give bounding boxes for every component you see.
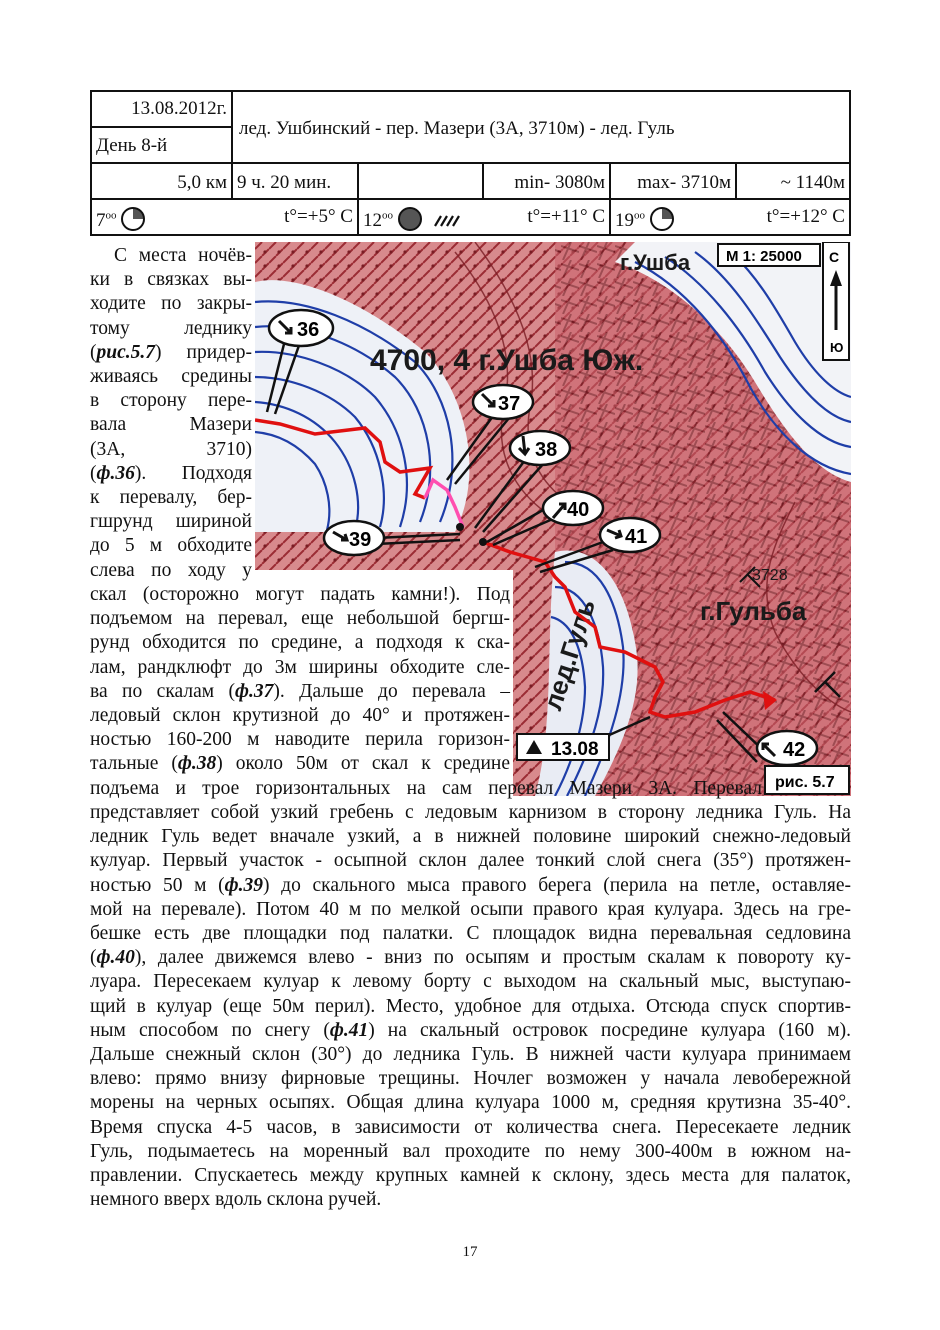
- text-line: Дальше снежный склон (30°) до ледника Гуль. В нижней части кулуара принимаем: [90, 1044, 851, 1066]
- text-line: подъемом на перевал, еще небольшой бергш-: [90, 608, 510, 630]
- text-column-medium: [90, 583, 510, 777]
- cloud-overcast-icon: [398, 207, 422, 231]
- header-day: День 8-й: [96, 135, 168, 156]
- text-line: (ф.36). Подходя: [90, 462, 252, 484]
- photo-reference: ф.37: [235, 680, 274, 702]
- text-line: лам, рандклюфт до 3м ширины обходите сле-: [90, 656, 510, 678]
- weather-temp: t°=+11° C: [527, 206, 605, 227]
- text-line: ностью 50 м (ф.39) до скального мыса правого берега (перила на петле, оставляе-: [90, 874, 851, 896]
- photo-point-42: [757, 731, 817, 765]
- text-line: морены на черных осыпях. Общая длина кулуара 1000 м, средняя крутизна 35-40°.: [90, 1092, 851, 1114]
- text-line: (ф.40), далее движемся влево - вниз по осыпям и простым скалам к повороту ку-: [90, 947, 851, 969]
- text-line: ки в связках вы-: [90, 269, 252, 291]
- text-line: тальные (ф.38) около 50м от скал к средине: [90, 753, 511, 775]
- cloud-partial-icon: [121, 207, 145, 231]
- text-line: ва по скалам (ф.37). Дальше до перевала –: [90, 680, 511, 702]
- text-line: к перевалу, бер-: [90, 487, 252, 509]
- photo-point-36: [269, 310, 333, 346]
- text-line: бешке есть две площадки под палатки. С площадок видна перевальная седловина: [90, 923, 851, 945]
- svg-text:41: 41: [625, 526, 648, 548]
- svg-text:38: 38: [535, 439, 558, 461]
- text-line: тому леднику: [90, 317, 252, 339]
- svg-text:42: 42: [783, 739, 806, 761]
- header-time: 9 ч. 20 мин.: [237, 172, 332, 193]
- date-marker: [517, 734, 609, 760]
- weather-temp: t°=+5° C: [284, 206, 353, 227]
- svg-text:39: 39: [349, 529, 372, 551]
- photo-reference: ф.40: [96, 947, 135, 969]
- route-header-table: [90, 90, 851, 236]
- cloud-partial-icon: [650, 207, 674, 231]
- svg-text:рис. 5.7: рис. 5.7: [775, 774, 835, 791]
- label-gulba: г.Гульба: [700, 596, 807, 626]
- weather-hour: 19: [615, 210, 634, 231]
- map-scale: [718, 244, 820, 266]
- svg-text:36: 36: [297, 319, 320, 341]
- text-line: мой на перевале). Потом 40 м по мелкой осыпи правого края кулуара. Здесь на гре-: [90, 898, 851, 920]
- header-date: 13.08.2012г.: [131, 98, 227, 119]
- text-line: Гуль, подымаетесь на моренный вал проходите по нему 300-400м в южном на-: [90, 1140, 851, 1162]
- text-column-wide: [90, 801, 851, 1212]
- weather-hour: 12: [363, 210, 382, 231]
- wind-icon: [433, 214, 463, 228]
- weather-evening: $19^{оо}$ t°=+12° C: [615, 206, 845, 231]
- text-line: ностью 160-200 м наводите перила горизон-: [90, 729, 510, 751]
- svg-text:37: 37: [498, 393, 521, 415]
- text-line: влево: прямо внизу фирновые трещины. Ночлег возможен у начала левобережной: [90, 1068, 851, 1090]
- weather-morning: $7^{оо}$ t°=+5° C: [96, 206, 353, 231]
- weather-temp: t°=+12° C: [766, 206, 845, 227]
- figure-caption: [765, 766, 849, 794]
- label-glacier-gul: лед.Гуль: [537, 595, 602, 714]
- header-distance: 5,0 км: [177, 172, 227, 193]
- text-line: щий в кулуар (еще 50м перил). Место, удобное для отдыха. Отсюда спуск спортив-: [90, 995, 851, 1017]
- text-line: ходите по закры-: [90, 293, 252, 315]
- header-climb: ~ 1140м: [780, 172, 845, 193]
- text-line: вала Мазери: [90, 414, 252, 436]
- svg-text:М 1: 25000: М 1: 25000: [726, 248, 802, 265]
- photo-point-37: [473, 385, 533, 419]
- svg-text:13.08: 13.08: [551, 739, 599, 760]
- header-min-altitude: min- 3080м: [514, 172, 605, 193]
- photo-reference: ф.36: [96, 462, 135, 484]
- photo-reference: ф.41: [329, 1019, 369, 1041]
- text-line: гшрунд шириной: [90, 511, 252, 533]
- label-ushba: г.Ушба: [620, 250, 691, 275]
- text-line: ледовый склон крутизной до 40° и протяжен-: [90, 705, 510, 727]
- photo-point-38: [510, 431, 570, 465]
- text-line: ледник Гуль ведет вначале узкий, а в нижней половине широкий снежно-ледовый: [90, 826, 851, 848]
- label-peak: 4700, 4 г.Ушба Юж.: [370, 344, 644, 377]
- photo-reference: ф.39: [224, 874, 264, 896]
- north-arrow: [823, 242, 849, 360]
- text-line: правлении. Спускаетесь между крупных камней к склону, здесь места для палаток,: [90, 1165, 851, 1187]
- text-line: ным способом по снегу (ф.41) на скальный островок посредине кулуара (160 м).: [90, 1019, 851, 1041]
- text-line: представляет собой узкий гребень с ледовым карнизом в сторону ледника Гуль. На: [90, 802, 851, 823]
- weather-hour: 7: [96, 210, 106, 231]
- text-line: до 5 м обходите: [90, 535, 252, 557]
- figure-reference: рис.5.7: [96, 341, 155, 363]
- text-line: подъема и трое горизонтальных на сам перевал Мазери 3А. Перевал: [90, 778, 762, 799]
- text-line: Время спуска 4-5 часов, в зависимости от количества снега. Пересекаете ледник: [90, 1116, 851, 1138]
- header-max-altitude: max- 3710м: [637, 172, 731, 193]
- page-number: 17: [462, 1244, 478, 1260]
- text-line: луара. Пересекаем кулуар к левому борту с выходом на скальный мыс, выступаю-: [90, 971, 851, 993]
- header-route: лед. Ушбинский - пер. Мазери (3А, 3710м) - лед. Гуль: [239, 118, 675, 139]
- photo-point-41: [600, 518, 660, 552]
- text-line: скал (осторожно могут падать камни!). Под: [90, 584, 510, 605]
- text-line: в сторону пере-: [90, 390, 252, 412]
- text-line: (3А, 3710): [90, 438, 252, 460]
- photo-point-39: [324, 521, 384, 555]
- photo-point-40: [543, 491, 603, 525]
- weather-noon: $12^{оо}$ t°=+11° C: [363, 206, 605, 231]
- photo-reference: ф.38: [177, 753, 217, 775]
- text-column-narrow: [90, 244, 252, 583]
- text-line: живаясь средины: [90, 366, 252, 388]
- text-line: кулуар. Первый участок - осыпной склон далее тонкий слой снега (35°) протяжен-: [90, 850, 851, 872]
- text-line: (рис.5.7) придер-: [90, 341, 252, 363]
- text-line: рунд обходится по средине, а подходя к ска-: [90, 632, 510, 654]
- text-line: С места ночёв-: [114, 245, 252, 266]
- text-line: слева по ходу у: [90, 559, 252, 581]
- svg-text:Ю: Ю: [830, 340, 844, 355]
- svg-text:40: 40: [567, 499, 590, 521]
- label-gulba-altitude: 3728: [752, 567, 788, 584]
- svg-text:С: С: [829, 249, 840, 265]
- text-line-before-wide: [90, 777, 762, 801]
- text-line: немного вверх вдоль склона ручей.: [90, 1189, 382, 1211]
